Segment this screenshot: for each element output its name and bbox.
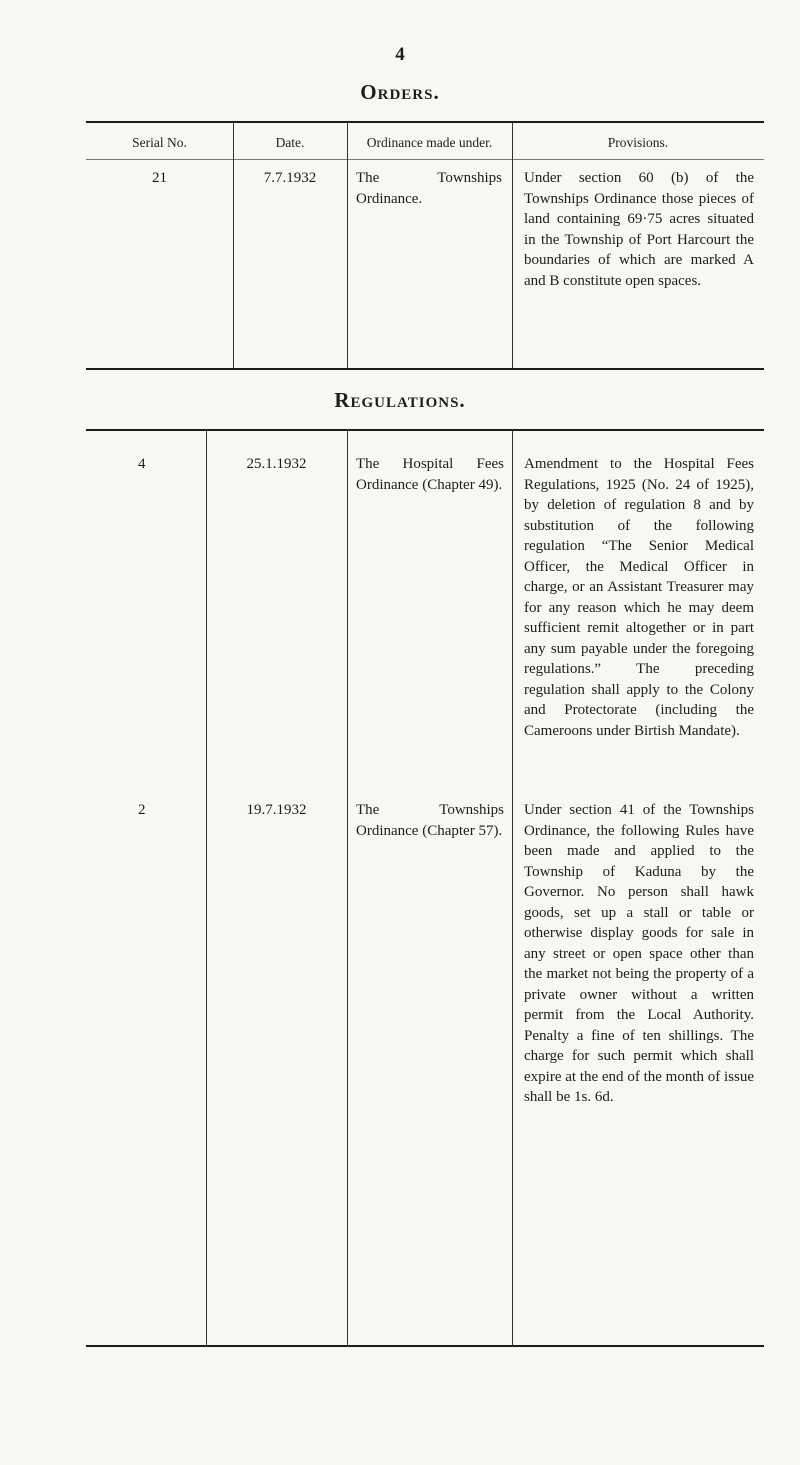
orders-col-divider-2 <box>347 123 348 368</box>
provisions: Amendment to the Hospital Fees Regulations, 1925 (No. 24 of 1925), by deletion of regulation 8 and by substitution of the following regulation “The Senior Medical Officer, the Medical Officer in charge, or an Assistant Treasurer may for any reason which he may deem sufficient remit altogether or in part any sum payable under the foregoing regulations.” The preceding regulation shall apply to the Colony and Protectorate (including the Cameroons under Birtish Mandate). <box>524 456 754 739</box>
date: 25.1.1932 <box>246 456 307 472</box>
regulations-col-divider-3 <box>512 431 513 1345</box>
orders-header-rule <box>86 159 764 160</box>
orders-title: Orders. <box>360 80 440 104</box>
serial-number: 4 <box>138 456 146 472</box>
regulations-title: Regulations. <box>334 388 466 412</box>
orders-header-ordinance: Ordinance made under. <box>366 135 493 150</box>
regulations-top-rule <box>86 429 764 431</box>
page-number: 4 <box>395 44 405 65</box>
orders-header-provisions: Provisions. <box>607 135 669 150</box>
orders-bottom-rule <box>86 368 764 370</box>
serial-number: 2 <box>138 802 146 818</box>
ordinance: The Townships Ordinance (Chapter 57). <box>356 802 504 839</box>
regulations-col-divider-1 <box>206 431 207 1345</box>
ordinance: The Hospital Fees Ordinance (Chapter 49). <box>356 456 504 493</box>
orders-header-date: Date. <box>275 135 305 150</box>
ordinance: The Townships Ordinance. <box>356 170 502 207</box>
orders-top-rule <box>86 121 764 123</box>
provisions: Under section 60 (b) of the Townships Ordinance those pieces of land containing 69·75 acres situated in the Township of Port Harcourt the boundaries of which are marked A and B constitute open spaces. <box>524 170 754 289</box>
date: 19.7.1932 <box>246 802 307 818</box>
regulations-col-divider-2 <box>347 431 348 1345</box>
provisions: Under section 41 of the Townships Ordinance, the following Rules have been made and applied to the Township of Kaduna by the Governor. No person shall hawk goods, set up a stall or table or otherwise display goods for sale in any street or open space other than the market not being the property of a private owner without a written permit from the Local Authority. Penalty a fine of ten shillings. The charge for such permit which shall expire at the end of the month of issue shall be 1s. 6d. <box>524 802 754 1105</box>
serial-number: 21 <box>152 170 167 186</box>
orders-col-divider-1 <box>233 123 234 368</box>
date: 7.7.1932 <box>263 170 317 186</box>
orders-col-divider-3 <box>512 123 513 368</box>
orders-header-serial: Serial No. <box>132 135 187 150</box>
regulations-bottom-rule <box>86 1345 764 1347</box>
